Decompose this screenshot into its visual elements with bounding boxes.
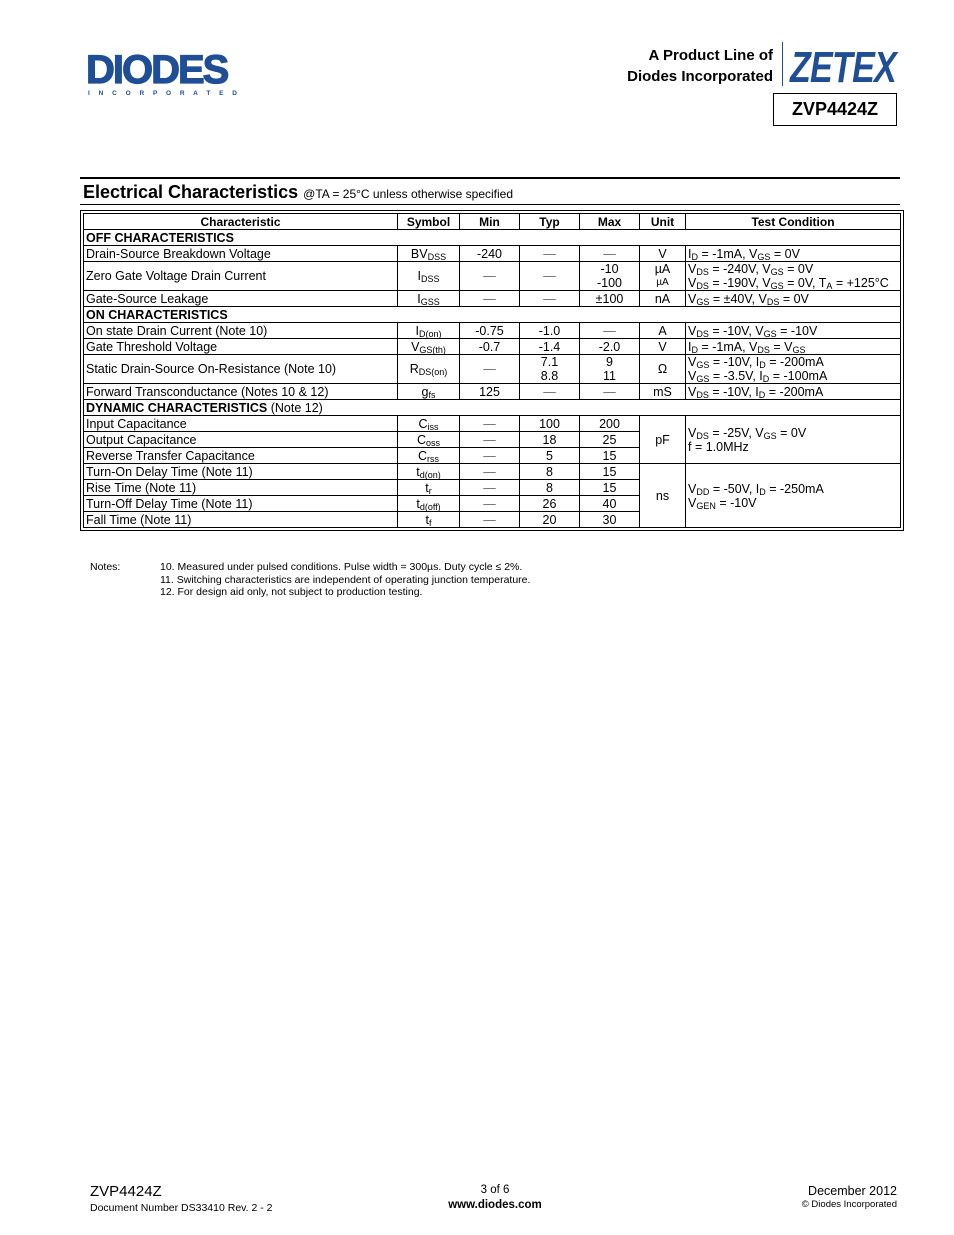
typ-cell: — [520,291,580,307]
header-min: Min [460,214,520,230]
dynamic-heading: DYNAMIC CHARACTERISTICS (Note 12) [84,400,901,416]
min-cell: -240 [460,246,520,262]
typ-cell: — [520,384,580,400]
header-symbol: Symbol [398,214,460,230]
header-test-condition: Test Condition [686,214,901,230]
logo-subtext: I N C O R P O R A T E D [88,90,241,97]
zetex-logo [782,40,900,92]
table-row [84,323,901,339]
symbol-cell: $I_{D(on)}$ [398,323,460,339]
typ-cell: 8 [520,480,580,496]
min-cell: — [460,480,520,496]
table-row [84,262,901,291]
char-cell: Turn-Off Delay Time (Note 11) [84,496,398,512]
symbol-cell: $t_r$ [398,480,460,496]
notes-label: Notes: [90,561,121,573]
table-row [84,355,901,384]
max-cell: ±100 [580,291,640,307]
max-cell: -2.0 [580,339,640,355]
char-cell: Forward Transconductance (Notes 10 & 12) [84,384,398,400]
section-title [83,182,513,203]
table-row [84,291,901,307]
table-header-row [84,214,901,230]
unit-cell: V [640,339,686,355]
min-cell: -0.75 [460,323,520,339]
char-cell: Static Drain-Source On-Resistance (Note 10) [84,355,398,384]
note-item: 10. Measured under pulsed conditions. Pulse width = 300µs. Duty cycle ≤ 2%. [160,561,523,573]
max-cell: 15 [580,464,640,480]
unit-cell: nA [640,291,686,307]
notes [90,561,530,599]
off-heading: OFF CHARACTERISTICS [84,230,901,246]
table-row [84,464,901,480]
section-condition: @TA = 25°C unless otherwise specified [303,187,513,201]
header-characteristic: Characteristic [84,214,398,230]
condition-cell: $I_D = -1mA$, $V_{GS} = 0V$ [686,246,901,262]
max-cell: 200 [580,416,640,432]
max-cell: 15 [580,480,640,496]
min-cell: — [460,432,520,448]
footer-right [802,1184,897,1210]
symbol-cell: $R_{DS(on)}$ [398,355,460,384]
unit-cell: V [640,246,686,262]
title-rule-bottom [80,204,900,205]
min-cell: — [460,496,520,512]
typ-cell: 7.1 8.8 [520,355,580,384]
char-cell: Gate-Source Leakage [84,291,398,307]
char-cell: Input Capacitance [84,416,398,432]
part-number-box: ZVP4424Z [773,93,897,126]
min-cell: — [460,262,520,291]
typ-cell: 20 [520,512,580,528]
char-cell: Gate Threshold Voltage [84,339,398,355]
condition-cell: $V_{DS} = -10V$, $V_{GS} = -10V$ [686,323,901,339]
max-cell: — [580,323,640,339]
char-cell: Drain-Source Breakdown Voltage [84,246,398,262]
unit-cell: Ω [640,355,686,384]
product-line-1: A Product Line of [648,47,773,64]
section-row-on [84,307,901,323]
typ-cell: -1.0 [520,323,580,339]
condition-cell: $V_{DS} = -240V$, $V_{GS} = 0V$ $V_{DS} = -190V$, $V_{GS} = 0V$, $T_A = +125^\circ C$ [686,262,901,291]
condition-cell: $V_{DS} = -10V$, $I_D = -200mA$ [686,384,901,400]
product-line [627,45,773,87]
footer-page-number: 3 of 6 [480,1184,510,1196]
characteristics-table [80,210,904,531]
min-cell: 125 [460,384,520,400]
zetex-text: ZETEX [788,43,899,92]
max-cell: -10 -100 [580,262,640,291]
typ-cell: 5 [520,448,580,464]
footer-center [400,1183,590,1213]
table-row [84,416,901,432]
symbol-cell: $I_{DSS}$ [398,262,460,291]
unit-cell: µA µA [640,262,686,291]
max-cell: 15 [580,448,640,464]
logo-text: DIODES [86,48,228,92]
char-cell: Turn-On Delay Time (Note 11) [84,464,398,480]
condition-cell-capacitance: $V_{DS} = -25V$, $V_{GS} = 0V$ f = 1.0MHz [686,416,901,464]
max-cell: 9 11 [580,355,640,384]
typ-cell: 100 [520,416,580,432]
char-cell: On state Drain Current (Note 10) [84,323,398,339]
header-max: Max [580,214,640,230]
section-title-text: Electrical Characteristics [83,182,299,202]
section-row-off [84,230,901,246]
footer-left [90,1183,272,1214]
symbol-cell: $C_{rss}$ [398,448,460,464]
min-cell: — [460,416,520,432]
symbol-cell: $g_{fs}$ [398,384,460,400]
symbol-cell: $C_{oss}$ [398,432,460,448]
symbol-cell: $I_{GSS}$ [398,291,460,307]
condition-cell: $I_D = -1mA$, $V_{DS} = V_{GS}$ [686,339,901,355]
symbol-cell: $t_{d(off)}$ [398,496,460,512]
condition-cell-switching: $V_{DD} = -50V$, $I_D = -250mA$ $V_{GEN} = -10V$ [686,464,901,528]
unit-cell: mS [640,384,686,400]
max-cell: — [580,246,640,262]
typ-cell: 8 [520,464,580,480]
min-cell: — [460,291,520,307]
typ-cell: — [520,262,580,291]
max-cell: 30 [580,512,640,528]
note-item: 11. Switching characteristics are independent of operating junction temperature. [160,573,531,586]
title-rule-top [80,177,900,179]
note-item: 12. For design aid only, not subject to production testing. [160,586,423,598]
max-cell: — [580,384,640,400]
on-heading: ON CHARACTERISTICS [84,307,901,323]
table-row [84,384,901,400]
unit-cell-time: ns [640,464,686,528]
typ-cell: 26 [520,496,580,512]
char-cell: Reverse Transfer Capacitance [84,448,398,464]
typ-cell: 18 [520,432,580,448]
min-cell: — [460,355,520,384]
char-cell: Output Capacitance [84,432,398,448]
min-cell: -0.7 [460,339,520,355]
min-cell: — [460,464,520,480]
symbol-cell: $t_{d(on)}$ [398,464,460,480]
table-row [84,246,901,262]
section-row-dynamic [84,400,901,416]
footer-url[interactable]: www.diodes.com [448,1199,542,1211]
diodes-logo [86,50,256,98]
condition-cell: $V_{GS} = \pm 40V$, $V_{DS} = 0V$ [686,291,901,307]
min-cell: — [460,448,520,464]
footer-date: December 2012 [808,1184,897,1198]
char-cell: Rise Time (Note 11) [84,480,398,496]
typ-cell: -1.4 [520,339,580,355]
footer-part-number: ZVP4424Z [90,1183,162,1200]
table-row [84,339,901,355]
typ-cell: — [520,246,580,262]
unit-cell: A [640,323,686,339]
condition-cell: $V_{GS} = -10V$, $I_D = -200mA$ $V_{GS} = -3.5V$, $I_D = -100mA$ [686,355,901,384]
footer-doc-number: Document Number DS33410 Rev. 2 - 2 [90,1202,273,1214]
char-cell: Zero Gate Voltage Drain Current [84,262,398,291]
symbol-cell: $V_{GS(th)}$ [398,339,460,355]
footer-copyright: © Diodes Incorporated [801,1199,897,1210]
symbol-cell: $C_{iss}$ [398,416,460,432]
min-cell: — [460,512,520,528]
header-unit: Unit [640,214,686,230]
unit-cell-capacitance: pF [640,416,686,464]
symbol-cell: $t_f$ [398,512,460,528]
symbol-cell: $BV_{DSS}$ [398,246,460,262]
char-cell: Fall Time (Note 11) [84,512,398,528]
product-line-2: Diodes Incorporated [627,68,773,85]
max-cell: 40 [580,496,640,512]
header-typ: Typ [520,214,580,230]
max-cell: 25 [580,432,640,448]
